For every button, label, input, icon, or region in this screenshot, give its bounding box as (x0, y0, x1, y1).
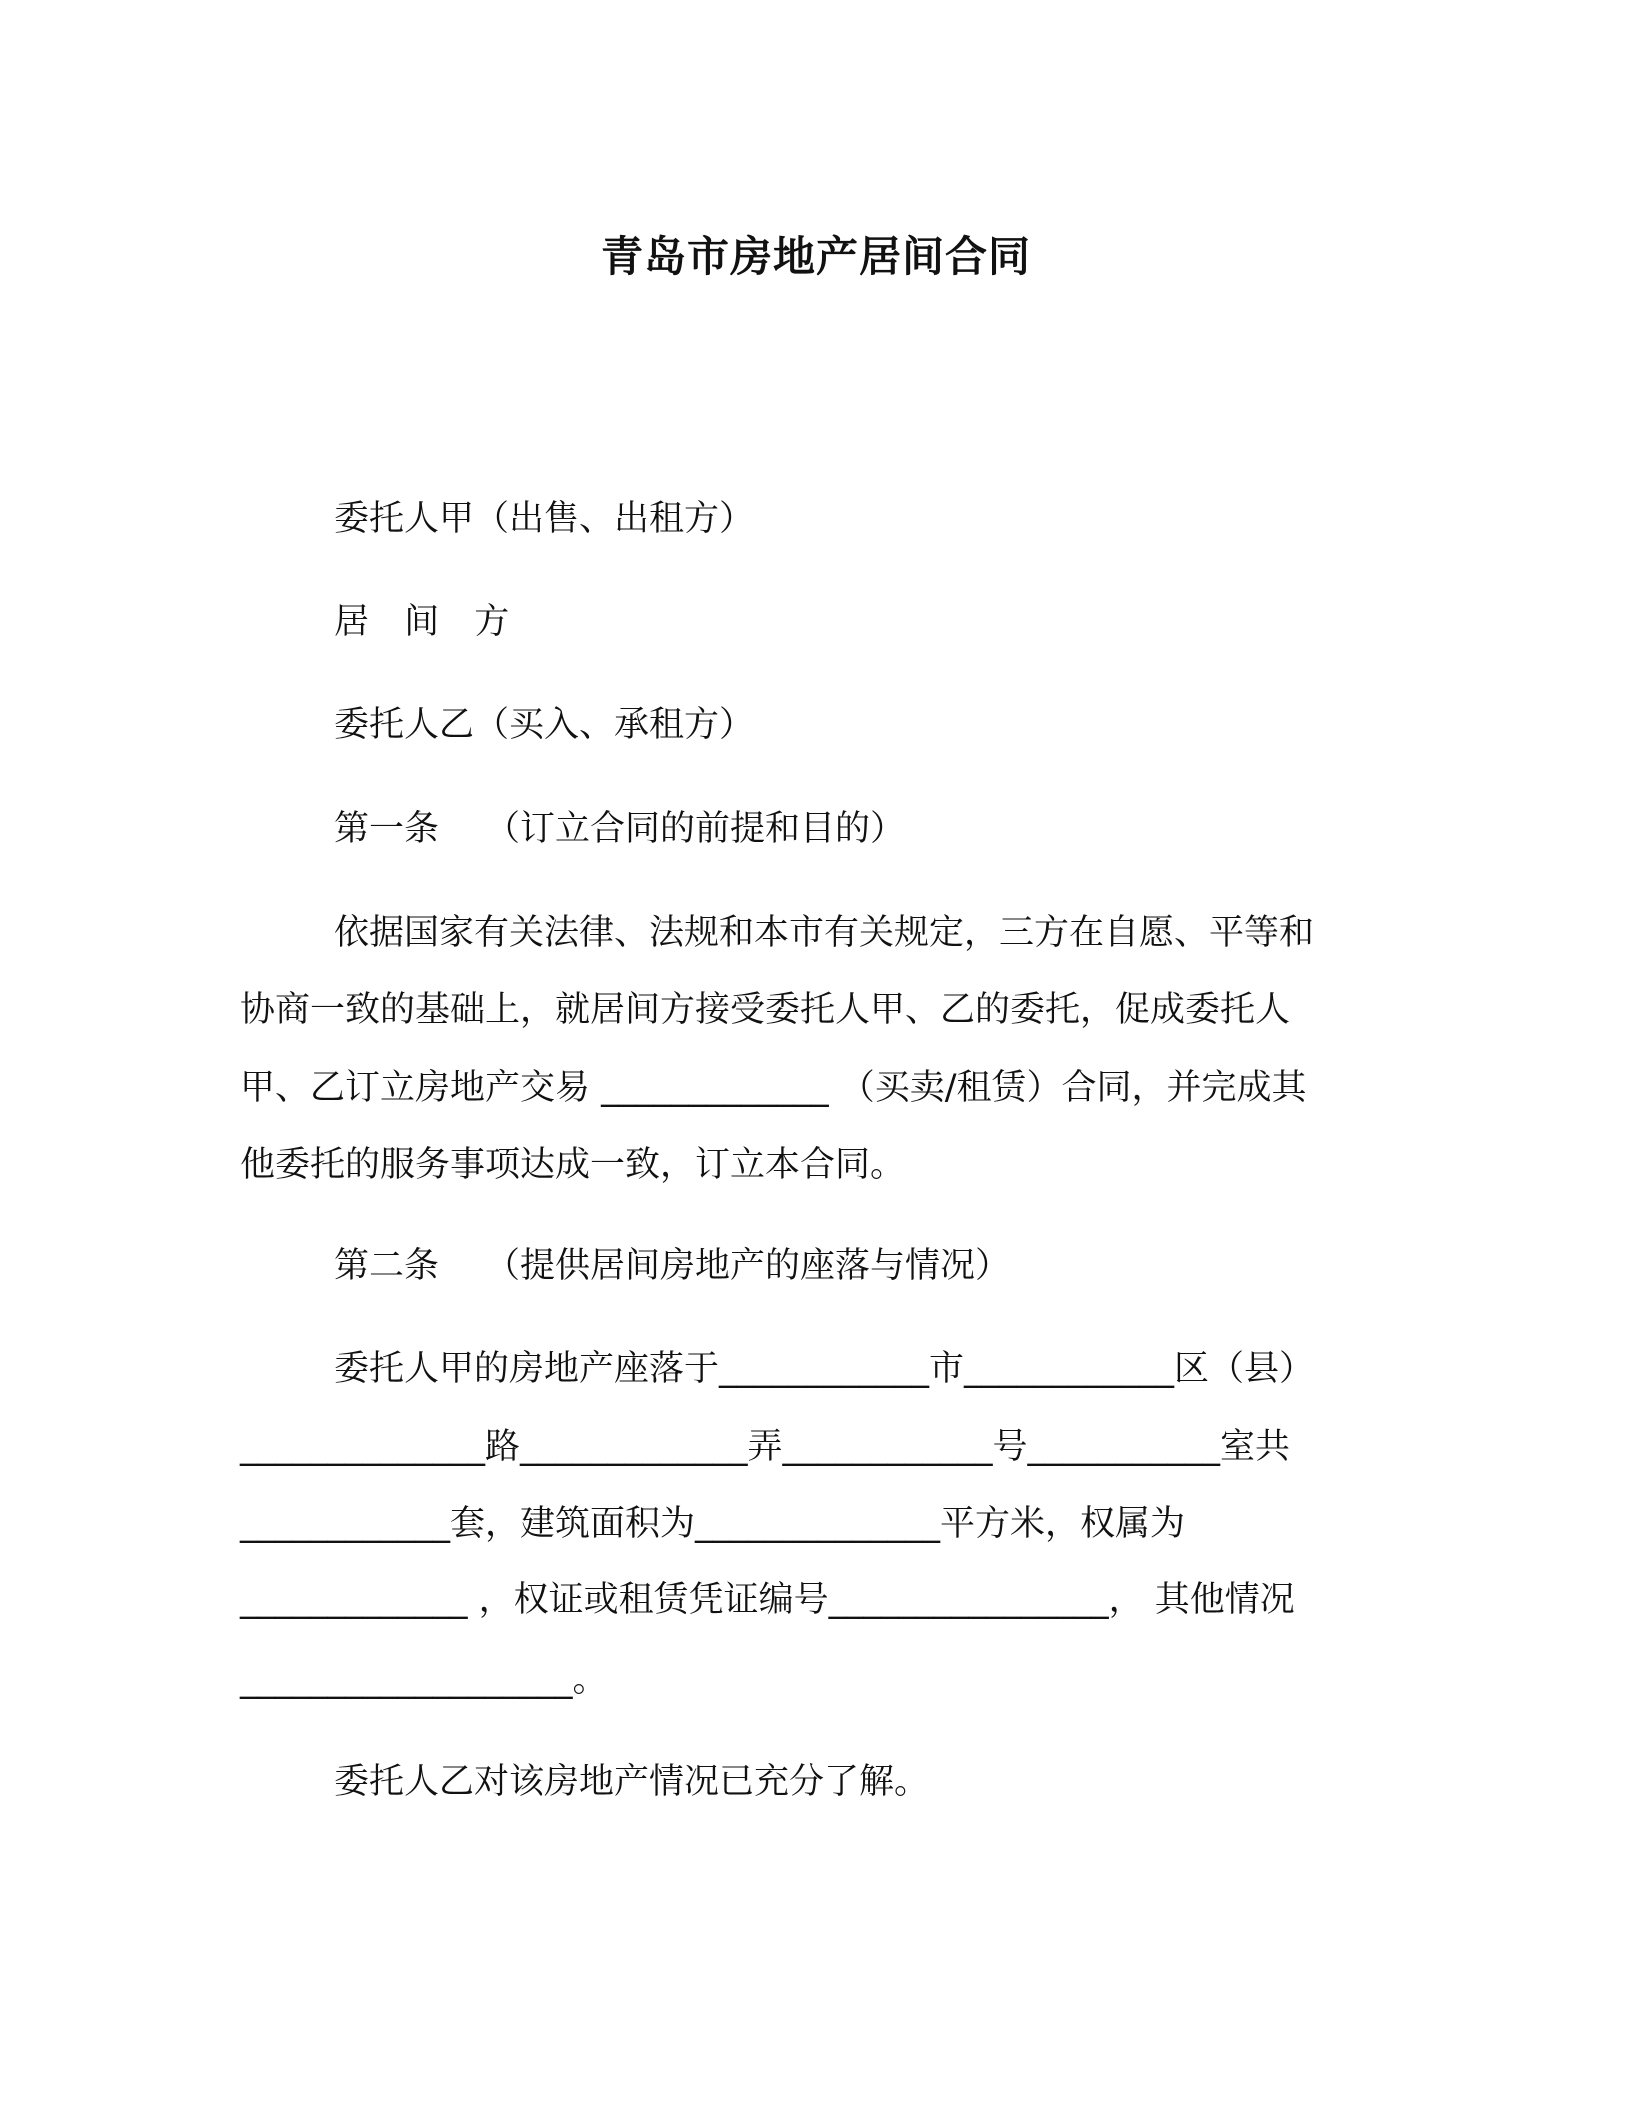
article2-subheading: （提供居间房地产的座落与情况） (485, 1246, 1011, 1286)
party-a-label: 委托人甲（出售、出租方） (334, 499, 755, 539)
article2-line-1: 委托人甲的房地产座落于____________市____________区（县） (334, 1349, 1315, 1389)
article1-subheading: （订立合同的前提和目的） (485, 809, 906, 849)
article1-line-3: 甲、乙订立房地产交易 _____________ （买卖/租赁）合同，并完成其 (240, 1068, 1307, 1108)
party-b-label: 委托人乙（买入、承租方） (334, 705, 755, 745)
article2-line-5: ___________________。 (240, 1660, 608, 1700)
article2-line-4: _____________ ，权证或租赁凭证编号________________， 其他情况 (240, 1580, 1295, 1620)
article2-line-2: ______________路_____________弄____________号___________室共 (240, 1427, 1291, 1467)
broker-label: 居 间 方 (334, 602, 522, 642)
article1-line-4: 他委托的服务事项达成一致，订立本合同。 (240, 1145, 906, 1185)
article2-line-3: ____________套，建筑面积为______________平方米，权属为 (240, 1504, 1186, 1544)
article1-heading-line (334, 805, 905, 853)
article2-heading-line (334, 1242, 1010, 1290)
document-title: 青岛市房地产居间合同 (600, 232, 1031, 281)
article1-line-2: 协商一致的基础上，就居间方接受委托人甲、乙的委托，促成委托人 (240, 990, 1291, 1030)
article1-line-1: 依据国家有关法律、法规和本市有关规定，三方在自愿、平等和 (334, 913, 1315, 953)
article2-closing: 委托人乙对该房地产情况已充分了解。 (334, 1762, 930, 1802)
article1-heading: 第一条 (334, 809, 440, 849)
article2-heading: 第二条 (334, 1246, 440, 1286)
